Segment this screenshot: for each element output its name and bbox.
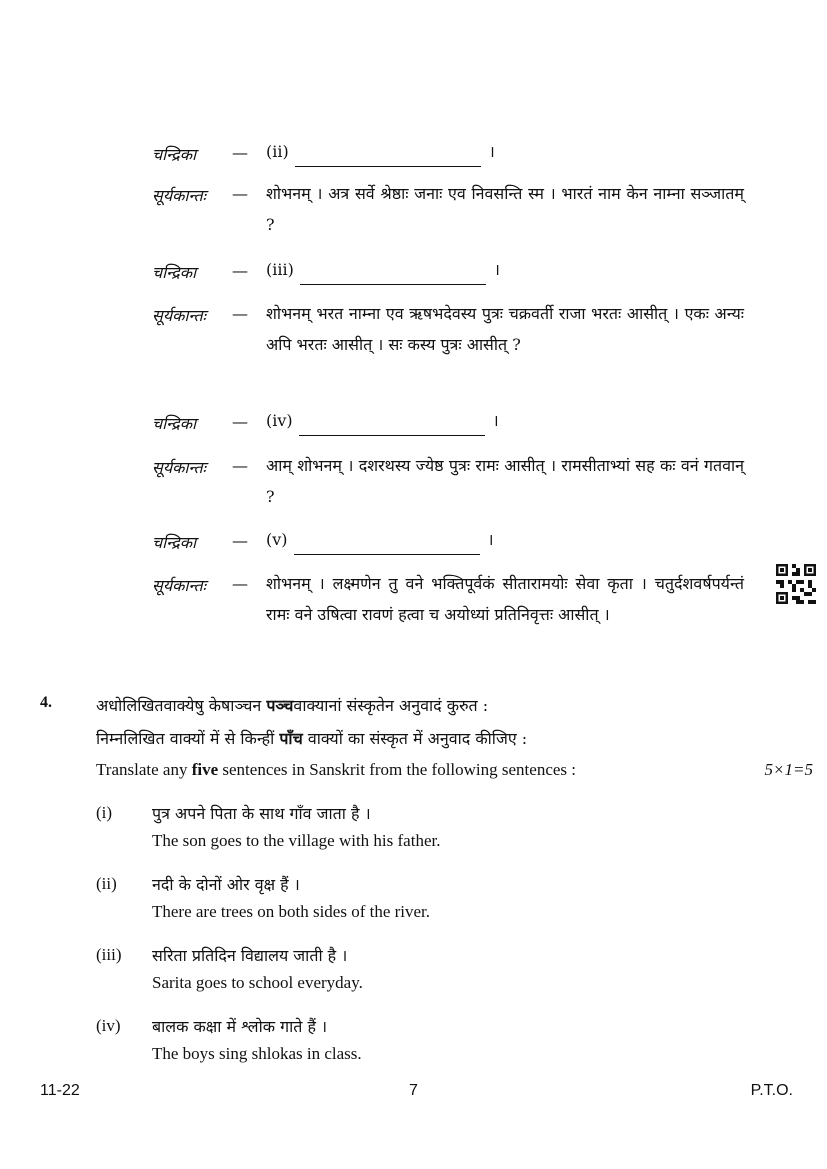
instruction-bold: पञ्च (266, 696, 294, 715)
dialogue-text: शोभनम् भरत नाम्ना एव ऋषभदेवस्य पुत्रः चक्रवर्ती राजा भरतः आसीत् । एकः अन्यः अपि भरतः आसीत् । सः कस्य पुत्रः आसीत् ? (266, 304, 744, 354)
blank-number: (iii) (266, 260, 294, 279)
speaker-suryakanta: सूर्यकान्तः (152, 306, 206, 325)
dash: — (232, 531, 248, 550)
page-number: 7 (409, 1082, 418, 1099)
instruction-text: Translate any (96, 760, 192, 779)
danda: । (492, 411, 499, 430)
danda: । (488, 142, 495, 161)
item-number: (ii) (96, 874, 117, 893)
speaker-suryakanta: सूर्यकान्तः (152, 186, 206, 205)
question-number: 4. (40, 694, 52, 711)
speaker-suryakanta: सूर्यकान्तः (152, 458, 206, 477)
item-hindi: सरिता प्रतिदिन विद्यालय जाती है । (152, 946, 348, 965)
dialogue-text: शोभनम् । लक्ष्मणेन तु वने भक्तिपूर्वकं सीतारामयोः सेवा कृता । चतुर्दशवर्षपर्यन्तं रामः वने उषित्वा रावणं हत्वा च अयोध्यां प्रतिनिवृत्तः आसीत् । (266, 574, 744, 624)
dash: — (232, 456, 248, 475)
question-sanskrit-instruction (96, 694, 488, 716)
speaker-chandrika: चन्द्रिका (152, 414, 197, 433)
item-hindi: पुत्र अपने पिता के साथ गाँव जाता है । (152, 804, 371, 823)
answer-blank[interactable] (295, 148, 481, 167)
answer-blank[interactable] (299, 417, 485, 436)
dash: — (232, 574, 248, 593)
instruction-bold: पाँच (279, 729, 303, 748)
question-english-instruction (96, 760, 576, 780)
item-english: The boys sing shlokas in class. (152, 1044, 362, 1063)
instruction-text: वाक्यों का संस्कृत में अनुवाद कीजिए : (302, 729, 528, 748)
answer-blank[interactable] (300, 266, 486, 285)
footer-code: 11-22 (40, 1082, 80, 1099)
dash: — (232, 184, 248, 203)
dash: — (232, 304, 248, 323)
pto-label: P.T.O. (750, 1082, 793, 1099)
dash: — (232, 143, 248, 162)
instruction-bold: five (191, 760, 219, 779)
dialogue-blank-line (266, 524, 744, 555)
speaker-chandrika: चन्द्रिका (152, 263, 197, 282)
item-number: (iii) (96, 945, 122, 964)
speaker-chandrika: चन्द्रिका (152, 145, 197, 164)
qr-code-icon (776, 564, 816, 604)
dialogue-blank-line (266, 405, 744, 436)
dialogue-text: शोभनम् । अत्र सर्वे श्रेष्ठाः जनाः एव निवसन्ति स्म । भारतं नाम केन नाम्ना सञ्जातम् ? (266, 184, 744, 234)
danda: । (487, 530, 494, 549)
instruction-text: निम्नलिखित वाक्यों में से किन्हीं (96, 729, 280, 748)
marks-allocation: 5×1=5 (764, 760, 813, 779)
item-number: (i) (96, 803, 113, 822)
item-english: The son goes to the village with his father. (152, 831, 441, 850)
dialogue-blank-line (266, 254, 744, 285)
blank-number: (ii) (266, 142, 289, 161)
danda: । (493, 260, 500, 279)
dash: — (232, 412, 248, 431)
question-hindi-instruction (96, 727, 527, 749)
item-hindi: बालक कक्षा में श्लोक गाते हैं । (152, 1017, 328, 1036)
item-english: There are trees on both sides of the river. (152, 902, 431, 921)
answer-blank[interactable] (294, 536, 480, 555)
item-english: Sarita goes to school everyday. (152, 973, 363, 992)
instruction-text: अधोलिखितवाक्येषु केषाञ्चन (96, 696, 267, 715)
item-hindi: नदी के दोनों ओर वृक्ष हैं । (152, 875, 300, 894)
instruction-text: वाक्यानां संस्कृतेन अनुवादं कुरुत : (293, 696, 489, 715)
dash: — (232, 261, 248, 280)
speaker-chandrika: चन्द्रिका (152, 533, 197, 552)
blank-number: (iv) (266, 411, 293, 430)
item-number: (iv) (96, 1016, 121, 1035)
dialogue-blank-line (266, 136, 744, 167)
speaker-suryakanta: सूर्यकान्तः (152, 576, 206, 595)
blank-number: (v) (266, 530, 288, 549)
dialogue-text: आम् शोभनम् । दशरथस्य ज्येष्ठ पुत्रः रामः आसीत् । रामसीताभ्यां सह कः वनं गतवान् ? (266, 456, 744, 506)
instruction-text: sentences in Sanskrit from the following sentences : (218, 760, 577, 779)
